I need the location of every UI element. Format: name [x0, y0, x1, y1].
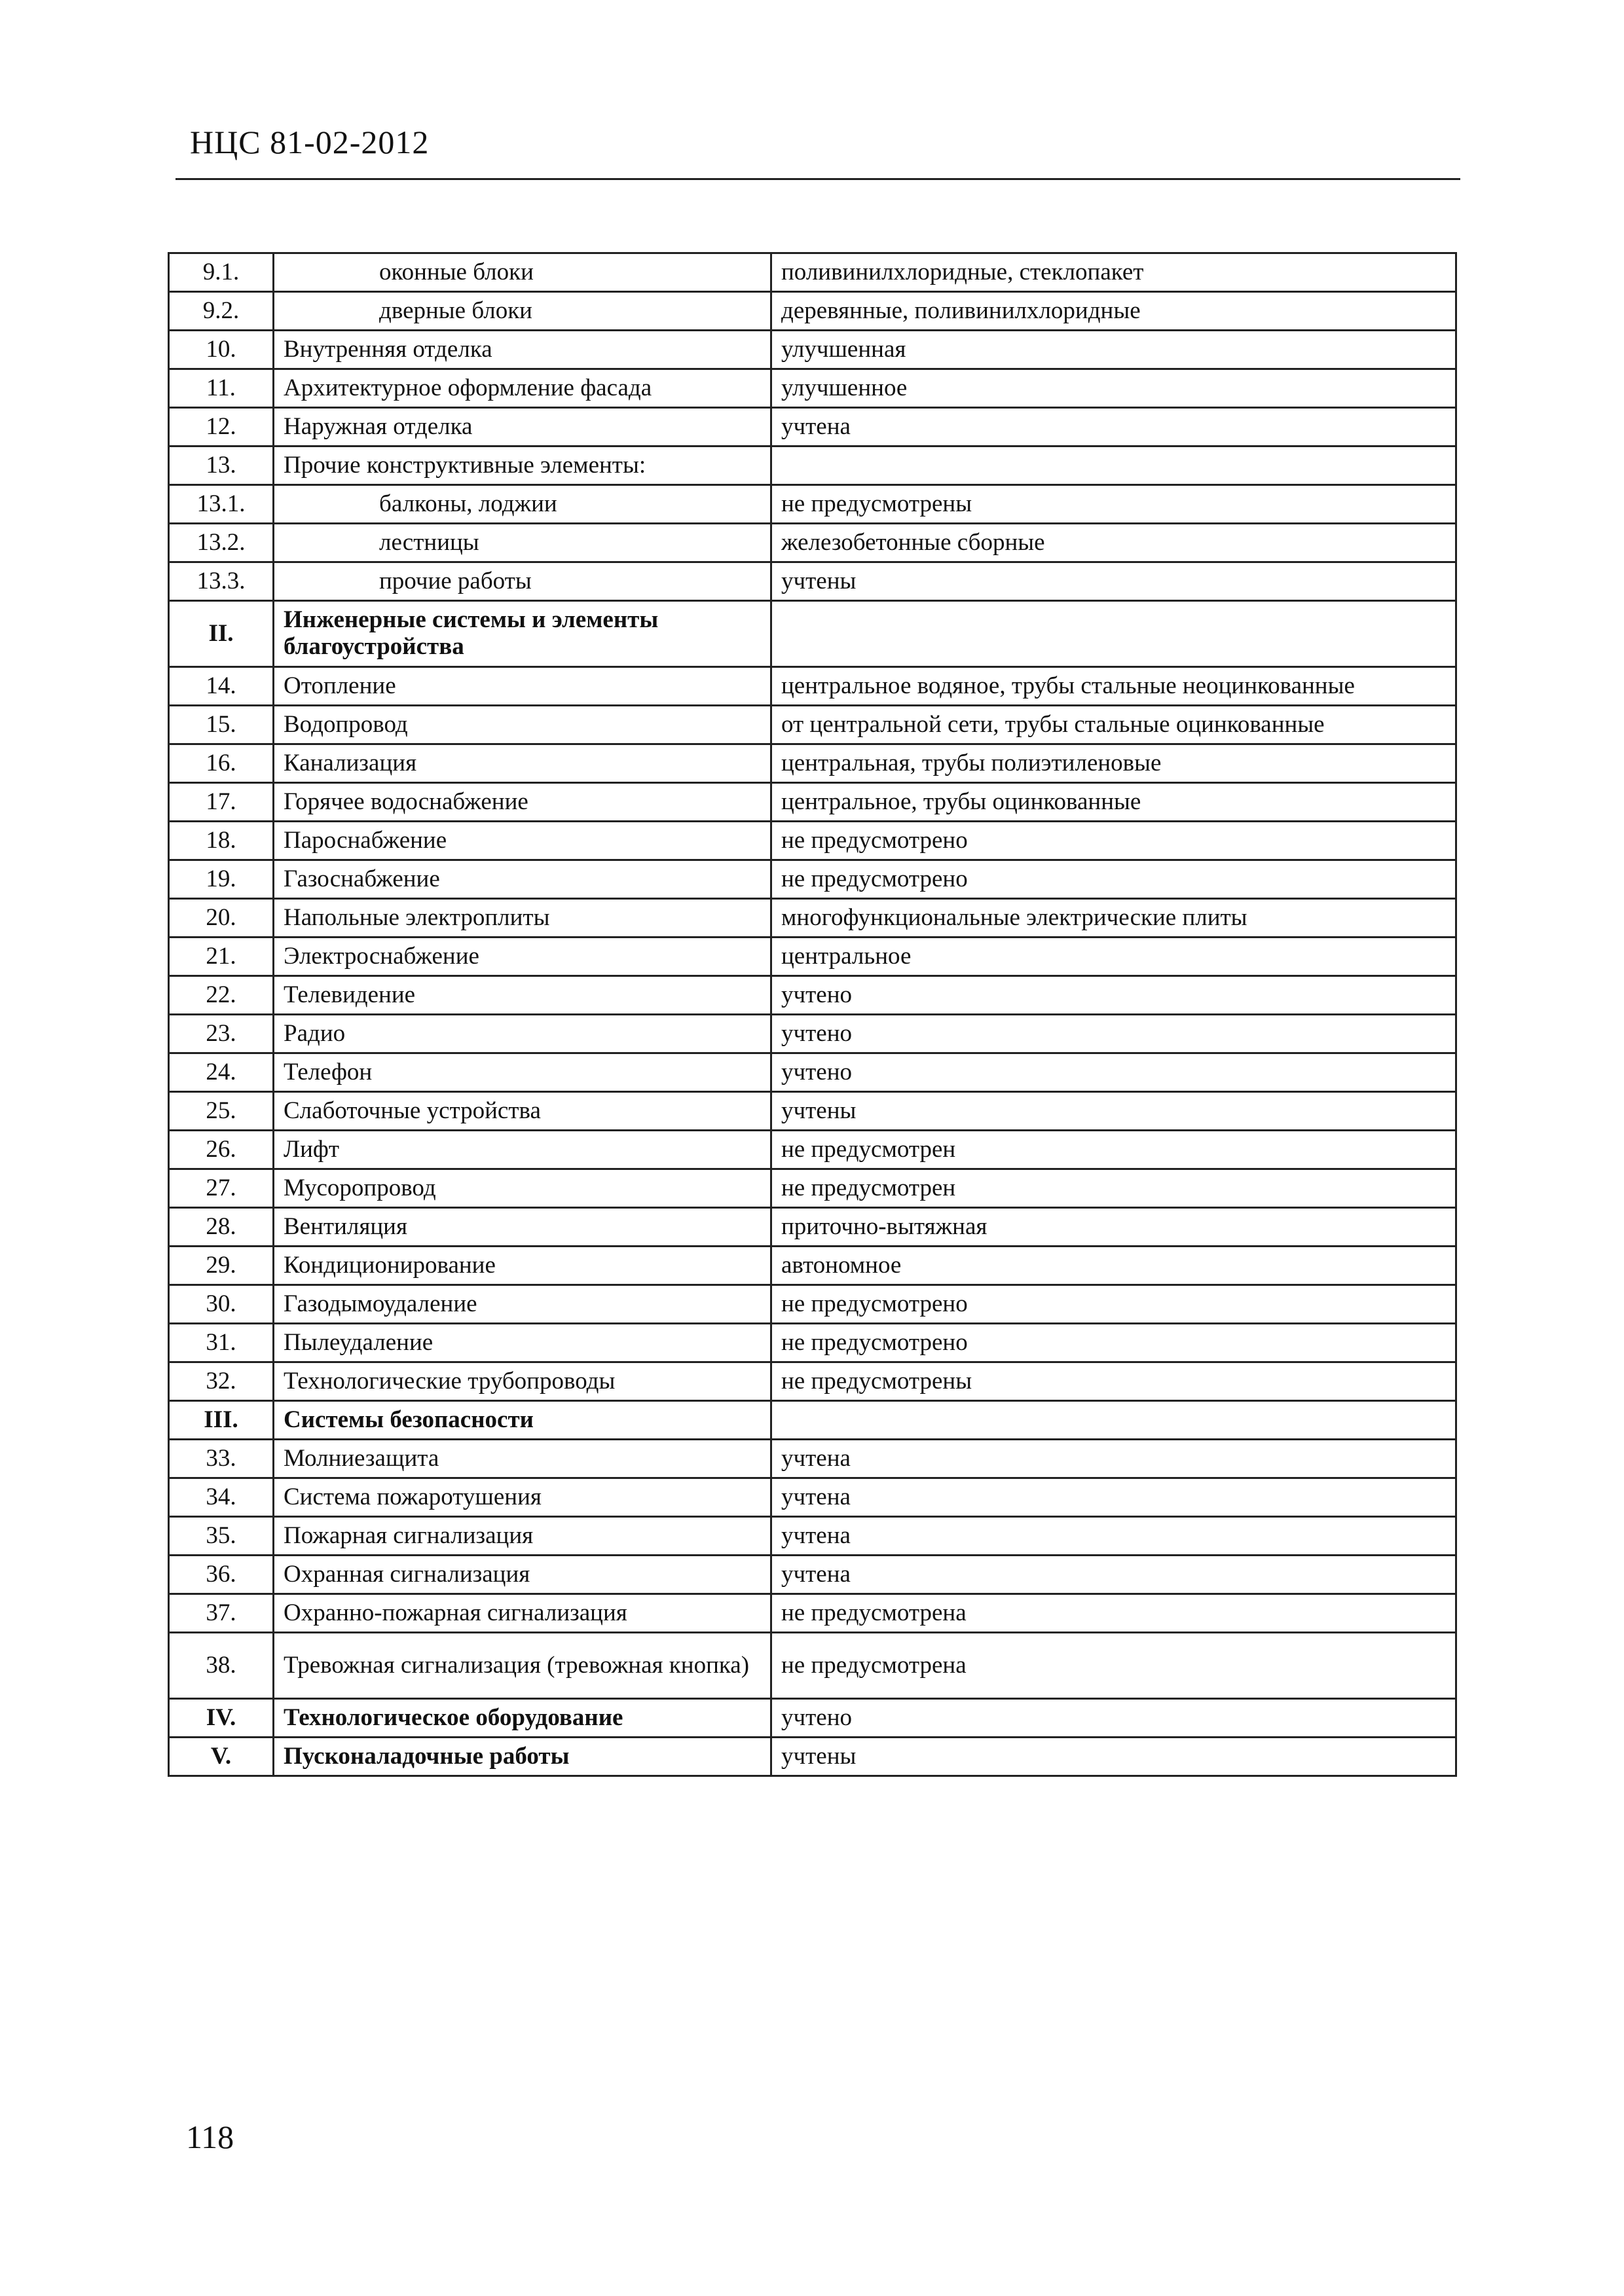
row-value-cell: не предусмотрено	[771, 860, 1456, 899]
row-value-cell: улучшенная	[771, 331, 1456, 369]
table-row	[169, 976, 1456, 1015]
table-row	[169, 1131, 1456, 1169]
row-number-cell: III.	[169, 1401, 274, 1440]
row-value-cell: поливинилхлоридные, стеклопакет	[771, 253, 1456, 292]
row-name-cell: Пусконаладочные работы	[274, 1738, 771, 1776]
table-row	[169, 1594, 1456, 1633]
row-number-cell: 30.	[169, 1285, 274, 1324]
row-value-cell: учтено	[771, 976, 1456, 1015]
row-number-cell: 28.	[169, 1208, 274, 1247]
table-row	[169, 1556, 1456, 1594]
row-number-cell: 19.	[169, 860, 274, 899]
section-row	[169, 1699, 1456, 1738]
table-row	[169, 1247, 1456, 1285]
row-value-cell	[771, 1401, 1456, 1440]
table-row	[169, 822, 1456, 860]
row-value-cell: не предусмотрена	[771, 1594, 1456, 1633]
row-name-cell: Вентиляция	[274, 1208, 771, 1247]
row-name-cell: Отопление	[274, 667, 771, 706]
row-name-cell: Молниезащита	[274, 1440, 771, 1478]
row-value-cell: многофункциональные электрические плиты	[771, 899, 1456, 938]
section-row	[169, 1401, 1456, 1440]
row-number-cell: 15.	[169, 706, 274, 744]
row-name-cell: Наружная отделка	[274, 408, 771, 446]
section-row	[169, 601, 1456, 667]
row-value-cell: учтены	[771, 562, 1456, 601]
row-value-cell: не предусмотрен	[771, 1169, 1456, 1208]
table-row	[169, 1015, 1456, 1053]
row-number-cell: 11.	[169, 369, 274, 408]
specification-table-body	[169, 253, 1456, 1776]
table-row	[169, 292, 1456, 331]
row-number-cell: 9.2.	[169, 292, 274, 331]
table-row	[169, 1053, 1456, 1092]
row-number-cell: 31.	[169, 1324, 274, 1362]
row-value-cell	[771, 446, 1456, 485]
row-value-cell: не предусмотрена	[771, 1633, 1456, 1699]
row-number-cell: 13.2.	[169, 524, 274, 562]
table-row	[169, 860, 1456, 899]
row-number-cell: 25.	[169, 1092, 274, 1131]
row-value-cell: центральное водяное, трубы стальные неоцинкованные	[771, 667, 1456, 706]
table-row	[169, 783, 1456, 822]
row-number-cell: 37.	[169, 1594, 274, 1633]
row-value-cell: учтены	[771, 1738, 1456, 1776]
row-name-cell: Радио	[274, 1015, 771, 1053]
table-row	[169, 331, 1456, 369]
table-row	[169, 562, 1456, 601]
row-name-cell: Внутренняя отделка	[274, 331, 771, 369]
row-number-cell: 13.1.	[169, 485, 274, 524]
table-row	[169, 253, 1456, 292]
row-number-cell: 21.	[169, 938, 274, 976]
row-number-cell: 23.	[169, 1015, 274, 1053]
row-name-cell: Пароснабжение	[274, 822, 771, 860]
row-number-cell: 13.3.	[169, 562, 274, 601]
table-row	[169, 1324, 1456, 1362]
table-row	[169, 408, 1456, 446]
row-value-cell: не предусмотрен	[771, 1131, 1456, 1169]
row-value-cell: от центральной сети, трубы стальные оцинкованные	[771, 706, 1456, 744]
row-name-cell: Прочие конструктивные элементы:	[274, 446, 771, 485]
row-number-cell: 34.	[169, 1478, 274, 1517]
row-number-cell: 24.	[169, 1053, 274, 1092]
table-row	[169, 1633, 1456, 1699]
row-name-cell: Тревожная сигнализация (тревожная кнопка)	[274, 1633, 771, 1699]
row-value-cell: автономное	[771, 1247, 1456, 1285]
row-value-cell: учтена	[771, 1440, 1456, 1478]
document-code: НЦС 81-02-2012	[190, 124, 430, 160]
row-number-cell: 17.	[169, 783, 274, 822]
row-number-cell: 13.	[169, 446, 274, 485]
page-number: 118	[186, 2119, 234, 2155]
table-row	[169, 1478, 1456, 1517]
row-value-cell: не предусмотрено	[771, 1285, 1456, 1324]
row-name-cell: Система пожаротушения	[274, 1478, 771, 1517]
row-name-cell: Телевидение	[274, 976, 771, 1015]
table-row	[169, 485, 1456, 524]
row-name-cell: оконные блоки	[274, 253, 771, 292]
row-number-cell: V.	[169, 1738, 274, 1776]
row-name-cell: Инженерные системы и элементы благоустройства	[274, 601, 771, 667]
row-number-cell: 16.	[169, 744, 274, 783]
row-value-cell: улучшенное	[771, 369, 1456, 408]
table-row	[169, 446, 1456, 485]
row-name-cell: Системы безопасности	[274, 1401, 771, 1440]
row-name-cell: балконы, лоджии	[274, 485, 771, 524]
row-name-cell: Напольные электроплиты	[274, 899, 771, 938]
table-row	[169, 744, 1456, 783]
row-value-cell: учтена	[771, 408, 1456, 446]
row-value-cell: центральная, трубы полиэтиленовые	[771, 744, 1456, 783]
row-value-cell: учтена	[771, 1478, 1456, 1517]
row-value-cell	[771, 601, 1456, 667]
row-number-cell: 27.	[169, 1169, 274, 1208]
table-row	[169, 1440, 1456, 1478]
table-row	[169, 1092, 1456, 1131]
row-name-cell: Кондиционирование	[274, 1247, 771, 1285]
row-name-cell: Охранно-пожарная сигнализация	[274, 1594, 771, 1633]
table-row	[169, 1362, 1456, 1401]
table-row	[169, 1169, 1456, 1208]
table-row	[169, 938, 1456, 976]
row-value-cell: приточно-вытяжная	[771, 1208, 1456, 1247]
row-name-cell: Лифт	[274, 1131, 771, 1169]
row-name-cell: Технологические трубопроводы	[274, 1362, 771, 1401]
row-number-cell: 14.	[169, 667, 274, 706]
row-value-cell: железобетонные сборные	[771, 524, 1456, 562]
row-name-cell: Пожарная сигнализация	[274, 1517, 771, 1556]
row-name-cell: дверные блоки	[274, 292, 771, 331]
row-number-cell: 26.	[169, 1131, 274, 1169]
row-name-cell: Пылеудаление	[274, 1324, 771, 1362]
table-row	[169, 667, 1456, 706]
table-row	[169, 899, 1456, 938]
row-name-cell: прочие работы	[274, 562, 771, 601]
table-row	[169, 706, 1456, 744]
row-number-cell: 22.	[169, 976, 274, 1015]
row-value-cell: не предусмотрено	[771, 1324, 1456, 1362]
header-divider	[175, 178, 1460, 180]
row-number-cell: 20.	[169, 899, 274, 938]
row-number-cell: 9.1.	[169, 253, 274, 292]
row-value-cell: не предусмотрены	[771, 1362, 1456, 1401]
row-value-cell: не предусмотрено	[771, 822, 1456, 860]
table-row	[169, 1285, 1456, 1324]
row-number-cell: 12.	[169, 408, 274, 446]
row-value-cell: не предусмотрены	[771, 485, 1456, 524]
row-name-cell: лестницы	[274, 524, 771, 562]
row-number-cell: 33.	[169, 1440, 274, 1478]
row-number-cell: 32.	[169, 1362, 274, 1401]
row-name-cell: Водопровод	[274, 706, 771, 744]
row-number-cell: 36.	[169, 1556, 274, 1594]
row-name-cell: Горячее водоснабжение	[274, 783, 771, 822]
row-number-cell: 38.	[169, 1633, 274, 1699]
row-value-cell: учтена	[771, 1517, 1456, 1556]
row-value-cell: деревянные, поливинилхлоридные	[771, 292, 1456, 331]
row-name-cell: Охранная сигнализация	[274, 1556, 771, 1594]
row-name-cell: Канализация	[274, 744, 771, 783]
row-number-cell: 10.	[169, 331, 274, 369]
table-row	[169, 1208, 1456, 1247]
section-row	[169, 1738, 1456, 1776]
row-number-cell: 29.	[169, 1247, 274, 1285]
row-number-cell: 35.	[169, 1517, 274, 1556]
row-name-cell: Газоснабжение	[274, 860, 771, 899]
row-name-cell: Газодымоудаление	[274, 1285, 771, 1324]
row-value-cell: центральное	[771, 938, 1456, 976]
table-row	[169, 369, 1456, 408]
row-name-cell: Слаботочные устройства	[274, 1092, 771, 1131]
row-value-cell: учтены	[771, 1092, 1456, 1131]
row-name-cell: Технологическое оборудование	[274, 1699, 771, 1738]
row-value-cell: центральное, трубы оцинкованные	[771, 783, 1456, 822]
row-value-cell: учтена	[771, 1556, 1456, 1594]
row-name-cell: Архитектурное оформление фасада	[274, 369, 771, 408]
specification-table	[168, 252, 1457, 1777]
table-row	[169, 1517, 1456, 1556]
row-number-cell: IV.	[169, 1699, 274, 1738]
row-name-cell: Телефон	[274, 1053, 771, 1092]
row-value-cell: учтено	[771, 1015, 1456, 1053]
row-name-cell: Мусоропровод	[274, 1169, 771, 1208]
row-number-cell: II.	[169, 601, 274, 667]
table-row	[169, 524, 1456, 562]
row-name-cell: Электроснабжение	[274, 938, 771, 976]
row-value-cell: учтено	[771, 1699, 1456, 1738]
row-value-cell: учтено	[771, 1053, 1456, 1092]
row-number-cell: 18.	[169, 822, 274, 860]
